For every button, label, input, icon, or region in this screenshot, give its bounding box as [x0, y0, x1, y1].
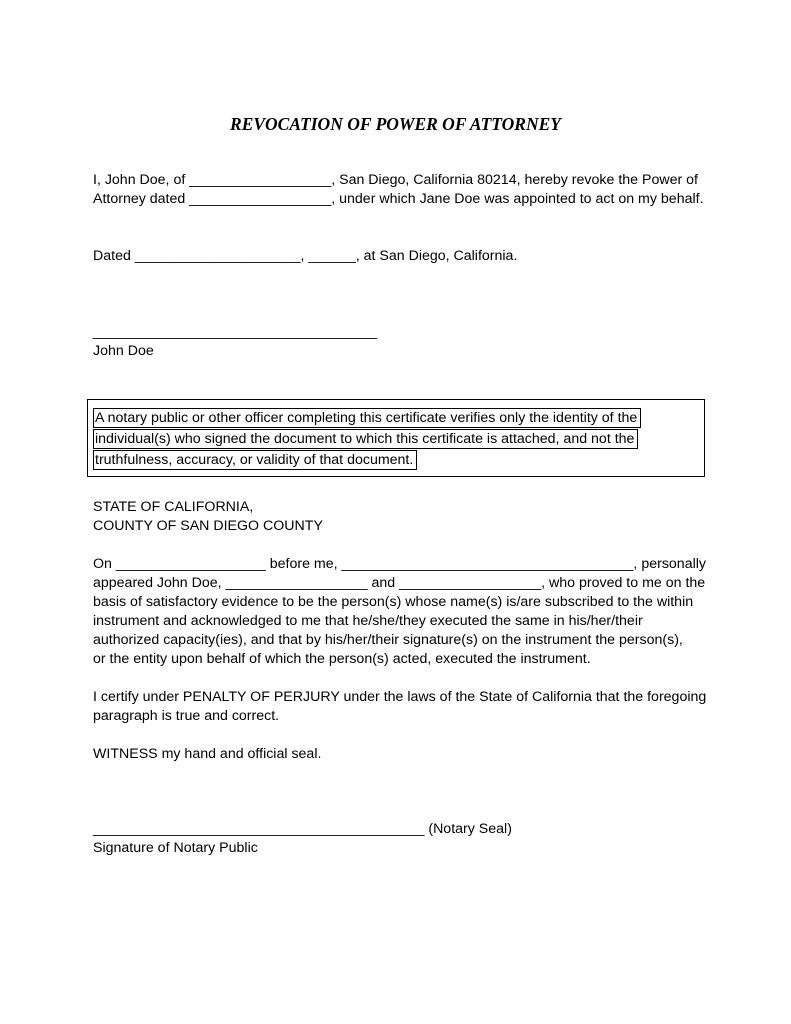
- document-title: REVOCATION OF POWER OF ATTORNEY: [230, 114, 561, 134]
- revocation-paragraph-line-2: Attorney dated __________________, under which Jane Doe was appointed to act on my behalf.: [93, 191, 704, 207]
- acknowledgment-line-1: On ___________________ before me, _____________________________________, personally: [93, 556, 706, 572]
- acknowledgment-line-4: instrument and acknowledged to me that he/she/they executed the same in his/her/their: [93, 613, 643, 629]
- county-line: COUNTY OF SAN DIEGO COUNTY: [93, 518, 323, 534]
- signature-line: ____________________________________: [93, 324, 378, 340]
- state-line: STATE OF CALIFORNIA,: [93, 499, 254, 515]
- notary-signature-label: Signature of Notary Public: [93, 840, 258, 856]
- acknowledgment-line-3: basis of satisfactory evidence to be the person(s) whose name(s) is/are subscribed to the within: [93, 594, 694, 610]
- acknowledgment-line-2: appeared John Doe, __________________ and __________________, who proved to me on the: [93, 575, 706, 591]
- dated-line: Dated _____________________, ______, at San Diego, California.: [93, 248, 518, 264]
- witness-line: WITNESS my hand and official seal.: [93, 746, 322, 762]
- certify-line-2: paragraph is true and correct.: [93, 708, 280, 724]
- revocation-paragraph-line-1: I, John Doe, of __________________, San Diego, California 80214, hereby revoke the Power of: [93, 172, 698, 188]
- certify-line-1: I certify under PENALTY OF PERJURY under the laws of the State of California that the foregoing: [93, 689, 707, 705]
- notary-notice-line-3: truthfulness, accuracy, or validity of that document.: [93, 450, 417, 470]
- acknowledgment-line-6: or the entity upon behalf of which the person(s) acted, executed the instrument.: [93, 651, 591, 667]
- notary-notice-line-2: individual(s) who signed the document to which this certificate is attached, and not the: [93, 429, 638, 449]
- notary-notice-line-1: A notary public or other officer completing this certificate verifies only the identity of the: [93, 408, 641, 428]
- notary-signature-line: __________________________________________ (Notary Seal): [93, 821, 512, 837]
- signer-name: John Doe: [93, 343, 154, 359]
- acknowledgment-line-5: authorized capacity(ies), and that by his/her/their signature(s) on the instrument the person(s),: [93, 632, 683, 648]
